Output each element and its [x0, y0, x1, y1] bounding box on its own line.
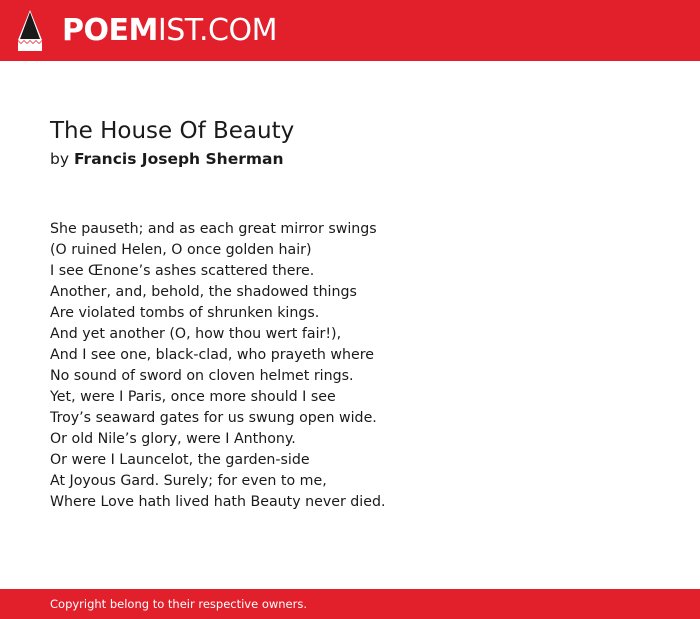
- poem-line: She pauseth; and as each great mirror swings: [50, 221, 377, 237]
- poem-line: Or were I Launcelot, the garden-side: [50, 452, 310, 468]
- poem-body: [50, 219, 386, 513]
- poem-line: Troy’s seaward gates for us swung open wide.: [50, 410, 377, 426]
- poem-byline: [50, 148, 284, 170]
- pencil-tip-icon[interactable]: [18, 10, 42, 51]
- by-label: by: [50, 150, 70, 168]
- logo-bold-text: POEM: [62, 13, 158, 48]
- poem-title: The House Of Beauty: [50, 118, 295, 144]
- poem-line: Another, and, behold, the shadowed things: [50, 284, 357, 300]
- site-header: [0, 0, 700, 61]
- copyright-notice: Copyright belong to their respective owners.: [50, 597, 308, 611]
- site-footer: [0, 589, 700, 619]
- poem-line: Or old Nile’s glory, were I Anthony.: [50, 431, 296, 447]
- poem-line: (O ruined Helen, O once golden hair): [50, 242, 312, 258]
- poem-line: Are violated tombs of shrunken kings.: [50, 305, 320, 321]
- poem-line: And I see one, black-clad, who prayeth where: [50, 347, 375, 363]
- poem-line: Yet, were I Paris, once more should I see: [50, 389, 336, 405]
- poem-line: And yet another (O, how thou wert fair!),: [50, 326, 342, 342]
- poem-line: No sound of sword on cloven helmet rings.: [50, 368, 354, 384]
- poem-line: I see Œnone’s ashes scattered there.: [50, 263, 315, 279]
- logo-light-text: IST.COM: [157, 13, 277, 48]
- poem-line: At Joyous Gard. Surely; for even to me,: [50, 473, 327, 489]
- poem-author: Francis Joseph Sherman: [73, 150, 284, 168]
- site-logo[interactable]: [62, 12, 277, 50]
- poem-line: Where Love hath lived hath Beauty never died.: [50, 494, 386, 510]
